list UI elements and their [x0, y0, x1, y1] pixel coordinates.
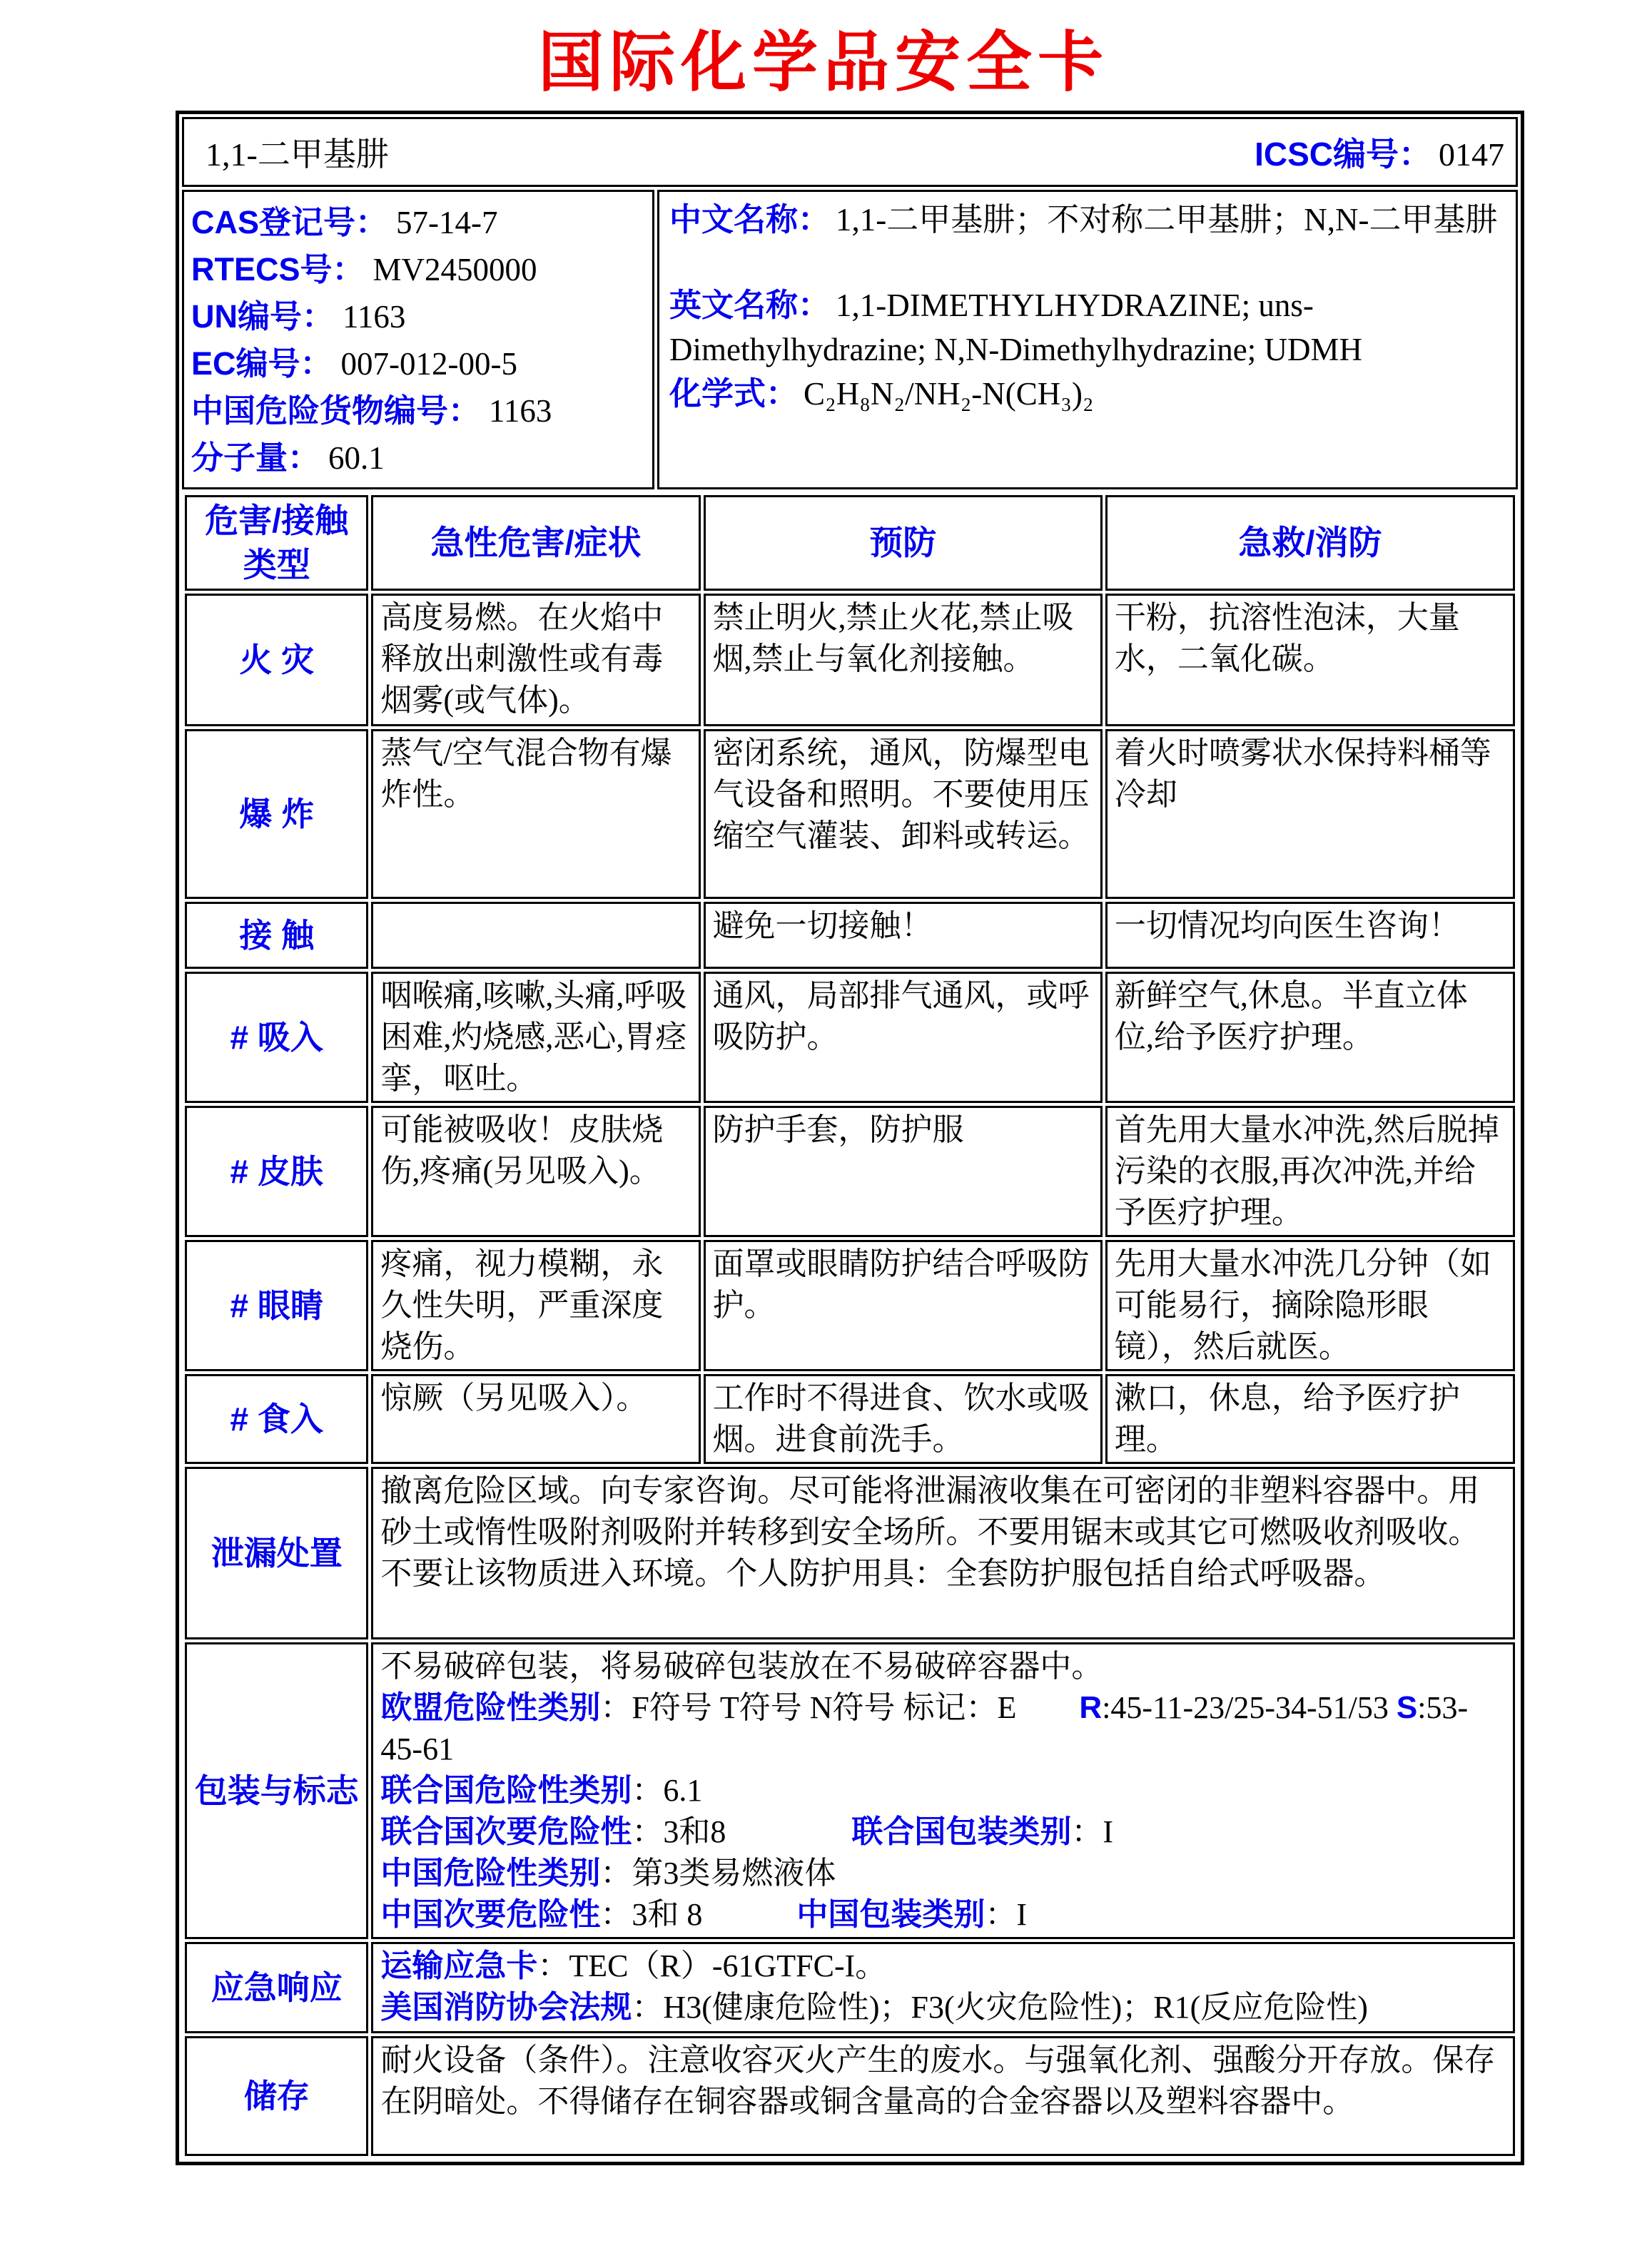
hazard-table-header-row	[185, 495, 1515, 591]
page-title: 国际化学品安全卡	[537, 24, 1109, 101]
molecular-weight-value: 60.1	[328, 440, 385, 476]
inhalation-label: # 吸入	[185, 972, 368, 1103]
china-dg-value: 1163	[489, 393, 552, 429]
eyes-row	[185, 1240, 1515, 1371]
chemical-formula-line	[669, 372, 1509, 416]
ingestion-prevention-cell: 工作时不得进食、饮水或吸烟。进食前洗手。	[704, 1374, 1103, 1464]
names-panel	[657, 190, 1518, 489]
contact-firstaid-cell: 一切情况均向医生咨询！	[1105, 902, 1515, 969]
inhalation-firstaid-cell: 新鲜空气,休息。半直立体位,给予医疗护理。	[1105, 972, 1515, 1103]
skin-row	[185, 1106, 1515, 1237]
emergency-response-row	[185, 1942, 1515, 2033]
name-icsc-row	[182, 117, 1518, 187]
fire-symptoms-cell: 高度易燃。在火焰中释放出刺激性或有毒烟雾(或气体)。	[371, 594, 700, 726]
eyes-symptoms-cell: 疼痛，视力模糊，永久性失明，严重深度烧伤。	[371, 1240, 700, 1371]
english-name-label: 英文名称：	[669, 287, 831, 323]
header-hazard-type: 危害/接触类型	[185, 495, 368, 591]
packaging-labelling-row	[185, 1642, 1515, 1939]
ec-number-line	[191, 340, 647, 387]
rtecs-value: MV2450000	[373, 252, 537, 288]
emergency-response-label: 应急响应	[185, 1942, 368, 2033]
rtecs-label: RTECS号：	[191, 251, 365, 288]
fire-label: 火 灾	[185, 594, 368, 726]
un-number-line	[191, 293, 647, 340]
eyes-prevention-cell: 面罩或眼睛防护结合呼吸防护。	[704, 1240, 1103, 1371]
packaging-labelling-label: 包装与标志	[185, 1642, 368, 1939]
chinese-name-value: 1,1-二甲基肼；不对称二甲基肼；N,N-二甲基肼	[836, 202, 1498, 238]
contact-label: 接 触	[185, 902, 368, 969]
info-row	[182, 190, 1518, 489]
icsc-number	[1255, 128, 1504, 176]
identifiers-panel	[182, 190, 654, 489]
hazard-table	[182, 492, 1518, 2159]
emergency-response-content: 运输应急卡：TEC（R）-61GTFC-I。 美国消防协会法规：H3(健康危险性)；F3(火灾危险性)；R1(反应危险性)	[371, 1942, 1515, 2033]
header-firstaid-fire: 急救/消防	[1105, 495, 1515, 591]
explosion-firstaid-cell: 着火时喷雾状水保持料桶等冷却	[1105, 729, 1515, 899]
english-name-line	[669, 283, 1509, 372]
inhalation-prevention-cell: 通风，局部排气通风，或呼吸防护。	[704, 972, 1103, 1103]
un-value: 1163	[343, 299, 406, 335]
skin-label: # 皮肤	[185, 1106, 368, 1237]
chemical-formula-label: 化学式：	[669, 375, 799, 412]
header-prevention: 预防	[704, 495, 1103, 591]
explosion-row	[185, 729, 1515, 899]
english-name-value: 1,1-DIMETHYLHYDRAZINE; uns-Dimethylhydrazine; N,N-Dimethylhydrazine; UDMH	[669, 288, 1363, 367]
spill-disposal-content: 撤离危险区域。向专家咨询。尽可能将泄漏液收集在可密闭的非塑料容器中。用砂土或惰性吸附剂吸附并转移到安全场所。不要用锯末或其它可燃吸收剂吸收。不要让该物质进入环境。个人防护用具：全套防护服包括自给式呼吸器。	[371, 1467, 1515, 1639]
spill-disposal-label: 泄漏处置	[185, 1467, 368, 1639]
storage-content: 耐火设备（条件）。注意收容灭火产生的废水。与强氧化剂、强酸分开存放。保存在阴暗处。不得储存在铜容器或铜含量高的合金容器以及塑料容器中。	[371, 2036, 1515, 2156]
fire-row	[185, 594, 1515, 726]
chemical-formula-value: C₂H₈N₂/NH₂-N(CH₃)₂	[804, 376, 1094, 412]
cas-value: 57-14-7	[396, 205, 498, 240]
skin-prevention-cell: 防护手套，防护服	[704, 1106, 1103, 1237]
rtecs-number-line	[191, 246, 647, 293]
chemical-name: 1,1-二甲基肼	[206, 136, 389, 173]
un-label: UN编号：	[191, 298, 334, 335]
chinese-name-label: 中文名称：	[669, 201, 831, 238]
ingestion-label: # 食入	[185, 1374, 368, 1464]
chinese-name-line	[669, 198, 1509, 242]
cas-number-line	[191, 199, 647, 246]
contact-symptoms-cell	[371, 902, 700, 969]
icsc-label: ICSC编号：	[1255, 136, 1431, 173]
storage-row	[185, 2036, 1515, 2156]
cas-label: CAS登记号：	[191, 204, 388, 240]
eyes-firstaid-cell: 先用大量水冲洗几分钟（如可能易行，摘除隐形眼镜），然后就医。	[1105, 1240, 1515, 1371]
molecular-weight-label: 分子量：	[191, 439, 320, 476]
ingestion-firstaid-cell: 漱口，休息，给予医疗护理。	[1105, 1374, 1515, 1464]
molecular-weight-line	[191, 434, 647, 482]
packaging-labelling-content: 不易破碎包装，将易破碎包装放在不易破碎容器中。 欧盟危险性类别：F符号 T符号 N符号 标记：E R:45-11-23/25-34-51/53 S:53-45-61 联合国危险性类别：6.1 联合国次要危险性：3和8 联合国包装类别：I 中国危险性类别：第3类易燃液体 中国次要危险性：3和 8 中国包装类别：I	[371, 1642, 1515, 1939]
ec-value: 007-012-00-5	[340, 346, 517, 382]
storage-label: 储存	[185, 2036, 368, 2156]
skin-firstaid-cell: 首先用大量水冲洗,然后脱掉污染的衣服,再次冲洗,并给予医疗护理。	[1105, 1106, 1515, 1237]
icsc-value: 0147	[1439, 136, 1504, 173]
safety-card	[176, 111, 1524, 2165]
explosion-prevention-cell: 密闭系统，通风，防爆型电气设备和照明。不要使用压缩空气灌装、卸料或转运。	[704, 729, 1103, 899]
ingestion-symptoms-cell: 惊厥（另见吸入）。	[371, 1374, 700, 1464]
fire-firstaid-cell: 干粉，抗溶性泡沫，大量水，二氧化碳。	[1105, 594, 1515, 726]
china-dg-label: 中国危险货物编号：	[191, 392, 481, 429]
ingestion-row	[185, 1374, 1515, 1464]
contact-row	[185, 902, 1515, 969]
china-dg-number-line	[191, 387, 647, 434]
eyes-label: # 眼睛	[185, 1240, 368, 1371]
header-symptoms: 急性危害/症状	[371, 495, 700, 591]
fire-prevention-cell: 禁止明火,禁止火花,禁止吸烟,禁止与氧化剂接触。	[704, 594, 1103, 726]
ec-label: EC编号：	[191, 345, 333, 382]
spill-disposal-row	[185, 1467, 1515, 1639]
inhalation-row	[185, 972, 1515, 1103]
skin-symptoms-cell: 可能被吸收！皮肤烧伤,疼痛(另见吸入)。	[371, 1106, 700, 1237]
inhalation-symptoms-cell: 咽喉痛,咳嗽,头痛,呼吸困难,灼烧感,恶心,胃痉挛，呕吐。	[371, 972, 700, 1103]
explosion-label: 爆 炸	[185, 729, 368, 899]
explosion-symptoms-cell: 蒸气/空气混合物有爆炸性。	[371, 729, 700, 899]
contact-prevention-cell: 避免一切接触！	[704, 902, 1103, 969]
